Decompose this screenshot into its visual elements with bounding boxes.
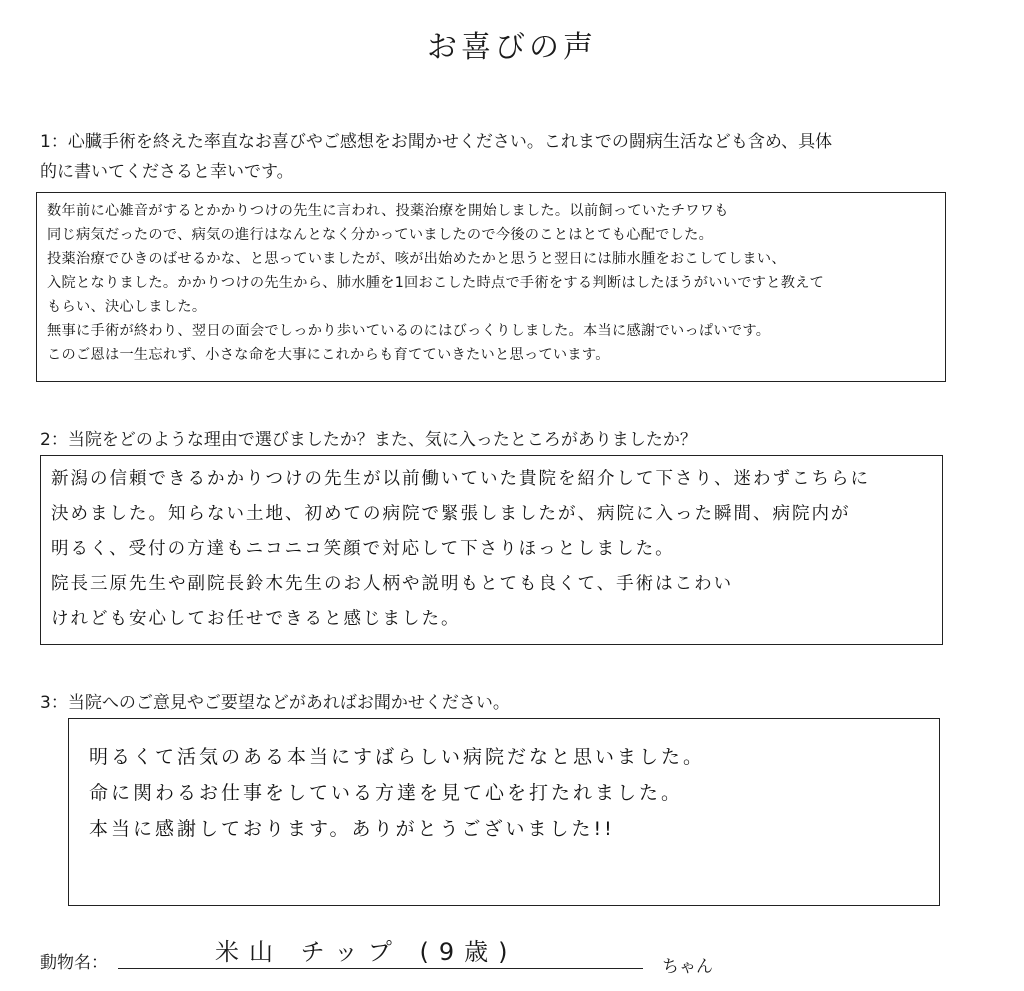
answer-3-line: 命に関わるお仕事をしている方達を見て心を打たれました。 (89, 782, 684, 804)
answer-box-2 (40, 455, 943, 645)
answer-1-line: 投薬治療でひきのばせるかな、と思っていましたが、咳が出始めたかと思うと翌日には肺水腫をおこしてしまい、 (47, 251, 786, 267)
question-3-line-1: 3：当院へのご意見やご要望などがあればお聞かせください。 (40, 693, 510, 713)
question-1-line-1: 1：心臓手術を終えた率直なお喜びやご感想をお聞かせください。これまでの闘病生活なども含め、具体 (40, 132, 833, 152)
page-title: お喜びの声 (427, 30, 597, 65)
question-3 (40, 688, 980, 718)
answer-1-line: 同じ病気だったので、病気の進行はなんとなく分かっていましたので今後のことはとても心配でした。 (47, 227, 714, 243)
answer-box-3 (68, 718, 940, 906)
answer-3-line: 本当に感謝しております。ありがとうございました!! (89, 818, 615, 840)
pet-name: 米山 チップ (9歳) (215, 938, 518, 966)
answer-1-line: 無事に手術が終わり、翌日の面会でしっかり歩いているのにはびっくりしました。本当に感謝でいっぱいです。 (47, 323, 771, 339)
answer-2-line: 決めました。知らない土地、初めての病院で緊張しましたが、病院に入った瞬間、病院内が (51, 504, 851, 524)
answer-1-line: もらい、決心しました。 (47, 299, 207, 315)
answer-2-line: けれども安心してお任せできると感じました。 (51, 609, 461, 629)
answer-1-line: このご恩は一生忘れず、小さな命を大事にこれからも育てていきたいと思っています。 (47, 347, 610, 363)
question-2-line-1: 2：当院をどのような理由で選びましたか？また、気に入ったところがありましたか？ (40, 430, 697, 450)
answer-2-line: 院長三原先生や副院長鈴木先生のお人柄や説明もとても良くて、手術はこわい (51, 574, 734, 594)
answer-1-line: 入院となりました。かかりつけの先生から、肺水腫を1回おこした時点で手術をする判断はしたほうがいいですと教えて (47, 275, 825, 291)
question-2 (40, 425, 980, 455)
question-1 (40, 127, 980, 187)
pet-name-suffix: ちゃん (662, 957, 713, 977)
question-1-line-2: 的に書いてくださると幸いです。 (40, 162, 294, 182)
answer-2-line: 新潟の信頼できるかかりつけの先生が以前働いていた貴院を紹介して下さり、迷わずこちらに (51, 469, 870, 489)
answer-2-line: 明るく、受付の方達もニコニコ笑顔で対応して下さりほっとしました。 (51, 539, 675, 559)
pet-name-label: 動物名： (40, 953, 108, 973)
answer-1-line: 数年前に心雑音がするとかかりつけの先生に言われ、投薬治療を開始しました。以前飼っていたチワワも (47, 203, 729, 219)
answer-3-line: 明るくて活気のある本当にすばらしい病院だなと思いました。 (89, 746, 706, 768)
answer-box-1 (36, 192, 946, 382)
pet-name-underline (118, 968, 643, 969)
